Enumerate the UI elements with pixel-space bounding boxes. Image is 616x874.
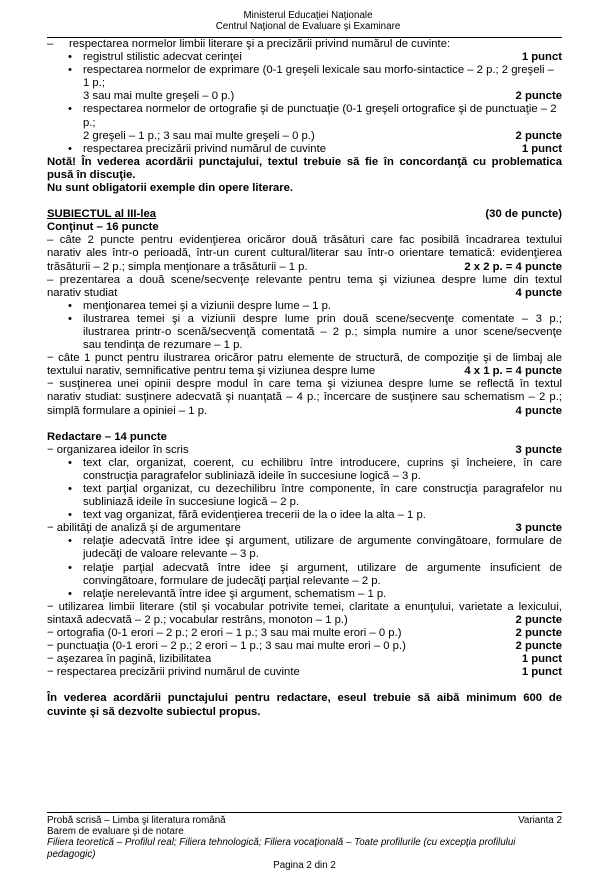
header-ministry: Ministerul Educaţiei Naţionale bbox=[243, 10, 373, 21]
bullet-icon: • bbox=[68, 587, 72, 600]
criterion-points: 1 punct bbox=[521, 653, 562, 666]
bullet-icon: • bbox=[68, 299, 72, 312]
bullet-icon: • bbox=[68, 64, 72, 77]
criterion-line: − abilităţi de analiză şi de argumentare 3 puncte bbox=[47, 522, 562, 535]
criterion-line: − câte 1 punct pentru ilustrarea oricăror patru elemente de structură, de compoziţie şi de limbaj ale bbox=[47, 352, 562, 365]
bullet-icon: • bbox=[68, 456, 72, 469]
criterion-line: − respectarea precizării privind numărul de cuvinte 1 punct bbox=[47, 666, 562, 679]
footer-barem: Barem de evaluare şi de notare bbox=[47, 826, 184, 838]
note-line: Notă! În vederea acordării punctajului, textul trebuie să fie în concordanţă cu problematica bbox=[47, 155, 562, 168]
final-note-line: cuvinte şi să dezvolte subiectul propus. bbox=[47, 705, 261, 718]
list-item: • registrul stilistic adecvat cerinţei 1 punct bbox=[68, 51, 562, 64]
footer-exam-title: Probă scrisă – Limba şi literatura română bbox=[47, 815, 226, 826]
criterion-points: 1 punct bbox=[521, 666, 562, 679]
criterion-line: trăsăturii – 2 p.; simpla menţionare a trăsăturii – 1 p. 2 x 2 p. = 4 puncte bbox=[47, 260, 562, 273]
list-item: • text clar, organizat, coerent, cu echilibru între introducere, cuprins şi încheiere, în care construcţia paragrafelor subliniază ideile în succesiune logică – 3 p. bbox=[68, 456, 562, 482]
list-item: • relaţie parţial adecvată între idee şi argument, utilizare de argumente insuficient de convingătoare, formulare de judecăţi parţial relevante – 2 p. bbox=[68, 561, 562, 587]
item-points: 1 punct bbox=[521, 142, 562, 155]
footer-variant: Varianta 2 bbox=[518, 815, 562, 826]
criterion-line: textului narativ, semnificative pentru tema şi viziunea despre lume 4 x 1 p. = 4 puncte bbox=[47, 365, 562, 378]
criterion-line: − aşezarea în pagină, lizibilitatea 1 punct bbox=[47, 653, 562, 666]
criterion-points: 4 puncte bbox=[515, 404, 562, 417]
content-section-title: Conţinut – 16 puncte bbox=[47, 221, 159, 234]
list-item: • respectarea normelor de exprimare (0-1 greşeli lexicale sau morfo-sintactice – 2 p.; 2 greşeli – 1 p.; 3 sau mai multe greşeli – 0 p.) 2 puncte bbox=[68, 64, 562, 103]
criterion-points: 2 x 2 p. = 4 puncte bbox=[464, 260, 562, 273]
document-body bbox=[47, 38, 562, 719]
item-points: 1 punct bbox=[521, 51, 562, 64]
redactare-section-title: Redactare – 14 puncte bbox=[47, 430, 167, 443]
criterion-line: − punctuaţia (0-1 erori – 2 p.; 2 erori – 1 p.; 3 sau mai multe erori – 0 p.) 2 puncte bbox=[47, 640, 562, 653]
bullet-icon: • bbox=[68, 51, 72, 64]
criterion-line: narativ ales într-o perioadă, într-un curent cultural/literar sau într-o orientare tematică: evidenţierea bbox=[47, 247, 562, 260]
criterion-line: sintaxă adecvată – 2 p.; vocabular restrâns, monoton – 1 p.) 2 puncte bbox=[47, 613, 562, 626]
criterion-line: − organizarea ideilor în scris 3 puncte bbox=[47, 443, 562, 456]
language-norms-intro: – respectarea normelor limbii literare şi a precizării privind numărul de cuvinte: bbox=[47, 38, 451, 50]
criterion-points: 3 puncte bbox=[515, 522, 562, 535]
bullet-icon: • bbox=[68, 142, 72, 155]
list-item: • respectarea precizării privind numărul de cuvinte 1 punct bbox=[68, 142, 562, 155]
list-item: • menţionarea temei şi a viziunii despre lume – 1 p. bbox=[68, 299, 332, 312]
bullet-icon: • bbox=[68, 561, 72, 574]
bullet-icon: • bbox=[68, 535, 72, 548]
item-points: 2 puncte bbox=[515, 129, 562, 142]
list-item: • respectarea normelor de ortografie şi de punctuaţie (0-1 greşeli ortografice şi de punctuaţie – 2 p.; 2 greşeli – 1 p.; 3 sau mai multe greşeli – 0 p.) 2 puncte bbox=[68, 103, 562, 142]
list-item: • relaţie nerelevantă între idee şi argument, schematism – 1 p. bbox=[68, 587, 387, 600]
list-item: • ilustrarea temei şi a viziunii despre lume prin două scene/secvenţe comentate – 3 p.; ilustrarea printr-o scenă/secvenţă comentată – 2 p.; simpla numire a unor scene/secvenţe sau tendinţa de rezumare – 1 p. bbox=[68, 312, 562, 352]
criterion-line: – prezentarea a două scene/secvenţe relevante pentru tema şi viziunea despre lume din textul bbox=[47, 273, 562, 286]
footer-divider bbox=[47, 812, 562, 813]
header-center: Centrul Naţional de Evaluare şi Examinare bbox=[215, 21, 401, 32]
criterion-points: 4 x 1 p. = 4 puncte bbox=[464, 365, 562, 378]
criterion-points: 2 puncte bbox=[515, 613, 562, 626]
page-header bbox=[0, 10, 616, 32]
criterion-points: 4 puncte bbox=[515, 286, 562, 299]
bullet-icon: • bbox=[68, 103, 72, 116]
criterion-line: – câte 2 puncte pentru evidenţierea oricăror două trăsături care fac posibilă încadrarea textului bbox=[47, 234, 562, 247]
criterion-points: 3 puncte bbox=[515, 443, 562, 456]
subject-points: (30 de puncte) bbox=[485, 208, 562, 221]
criterion-line: − ortografia (0-1 erori – 2 p.; 2 erori – 1 p.; 3 sau mai multe erori – 0 p.) 2 puncte bbox=[47, 627, 562, 640]
bullet-icon: • bbox=[68, 483, 72, 495]
note-line: Nu sunt obligatorii exemple din opere literare. bbox=[47, 182, 294, 195]
criterion-line: − utilizarea limbii literare (stil şi vocabular potrivite temei, claritate a enunţului, varietate a lexicului, bbox=[47, 600, 562, 613]
list-item: • relaţie adecvată între idee şi argument, utilizare de argumente convingătoare, formulare de judecăţi de valoare relevante – 3 p. bbox=[68, 535, 562, 561]
dash-marker: – bbox=[47, 38, 54, 50]
criterion-line: narativ studiat 4 puncte bbox=[47, 286, 562, 299]
item-points: 2 puncte bbox=[515, 90, 562, 103]
criterion-line: simplă formulare a opiniei – 1 p. 4 puncte bbox=[47, 404, 562, 417]
bullet-icon: • bbox=[68, 509, 72, 522]
final-note-line: În vederea acordării punctajului pentru redactare, eseul trebuie să aibă minimum 600 de bbox=[47, 692, 562, 705]
footer-profiles: Filiera teoretică – Profilul real; Filiera tehnologică; Filiera vocaţională – Toate profilurile (cu excepţia profilului pedagogic) bbox=[47, 837, 516, 860]
bullet-icon: • bbox=[68, 312, 72, 325]
criterion-line: − susţinerea unei opinii despre modul în care tema şi viziunea despre lume se reflectă în textul bbox=[47, 378, 562, 391]
criterion-points: 2 puncte bbox=[515, 627, 562, 640]
note-line: pusă în discuţie. bbox=[47, 168, 136, 181]
criterion-line: narativ studiat: susţinere adecvată şi nuanţată – 4 p.; încercare de susţinere sau schematism – 2 p.; bbox=[47, 391, 562, 404]
page-footer bbox=[47, 815, 562, 871]
criterion-points: 2 puncte bbox=[515, 640, 562, 653]
list-item: • text vag organizat, fără evidenţierea trecerii de la o idee la alta – 1 p. bbox=[68, 509, 426, 522]
list-item: • text parţial organizat, cu dezechilibru între componente, în care construcţia paragrafelor nu subliniază ideile în succesiune logică – 2 p. bbox=[68, 483, 562, 509]
page-number: Pagina 2 din 2 bbox=[273, 859, 336, 871]
subject-heading: SUBIECTUL al III-lea (30 de puncte) bbox=[47, 208, 562, 221]
